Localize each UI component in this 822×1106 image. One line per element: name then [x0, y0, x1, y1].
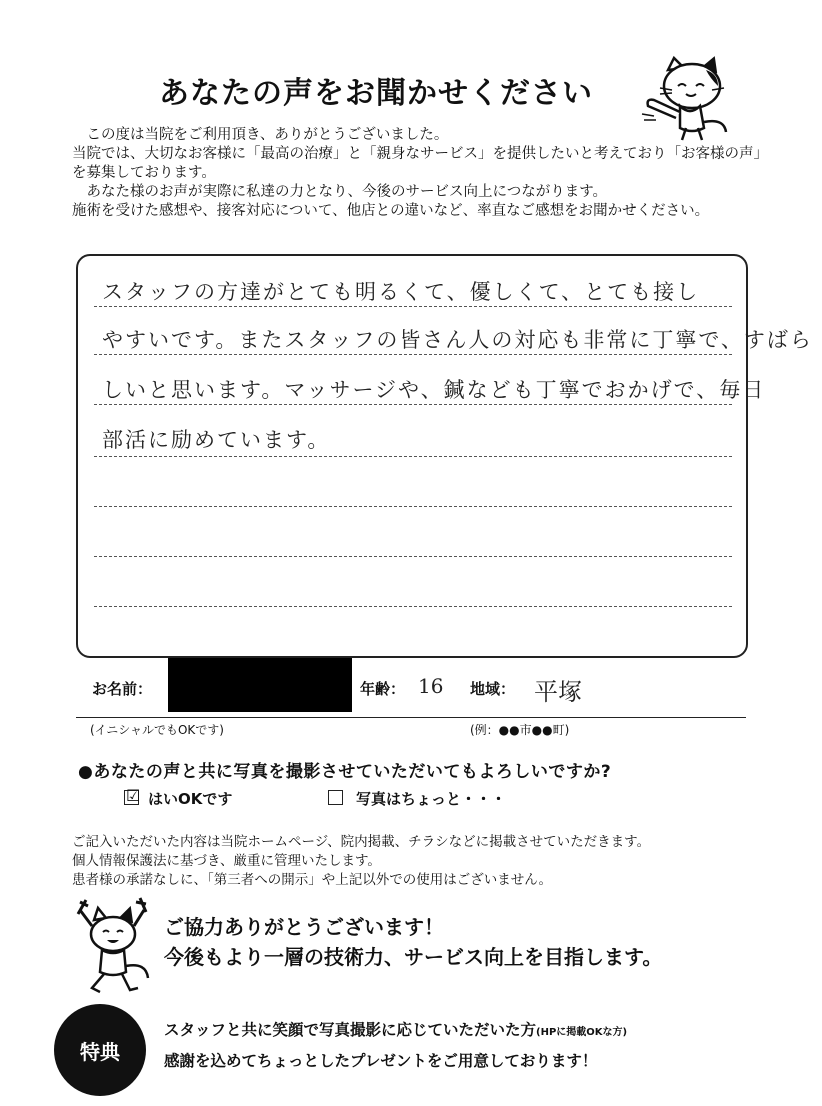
handwritten-line: やすいです。またスタッフの皆さん人の対応も非常に丁寧で、すばら	[102, 328, 813, 352]
thanks-line: 今後もより一層の技術力、サービス向上を目指します。	[164, 945, 663, 969]
name-note: (イニシャルでもOKです)	[90, 723, 224, 737]
intro-line: あなた様のお声が実際に私達の力となり、今後のサービス向上につながります。	[86, 184, 608, 200]
dashed-line	[94, 354, 732, 355]
region-note: (例：●●市●●町)	[470, 723, 570, 737]
no-label: 写真はちょっと・・・	[356, 790, 507, 808]
dashed-line	[94, 306, 732, 307]
benefit-note: (HPに掲載OKな方)	[536, 1027, 628, 1038]
intro-line: 施術を受けた感想や、接客対応について、他店との違いなど、率直なご感想をお聞かせください。	[72, 203, 710, 219]
privacy-notice	[72, 833, 772, 890]
benefit-line-1: スタッフと共に笑顔で写真撮影に応じていただいた方	[164, 1021, 537, 1039]
no-checkbox[interactable]	[328, 790, 343, 805]
intro-line: 当院では、大切なお客様に「最高の治療」と「親身なサービス」を提供したいと考えており「お客様の声」を募集しております。	[72, 146, 761, 181]
comment-box	[76, 254, 813, 658]
handwritten-line: 部活に励めています。	[102, 428, 331, 452]
dashed-line	[94, 606, 732, 607]
benefit-line	[164, 1016, 627, 1047]
yes-label: はいOKです	[148, 790, 233, 808]
thanks-line: ご協力ありがとうございます！	[164, 915, 444, 939]
notice-line: 個人情報保護法に基づき、厳重に管理いたします。	[72, 853, 381, 869]
photo-question: ●あなたの声と共に写真を撮影させていただいてもよろしいですか?	[78, 762, 612, 782]
region-label: 地域：	[470, 680, 516, 698]
page-title: あなたの声をお聞かせください	[159, 76, 593, 111]
name-redaction	[168, 658, 352, 712]
cat-cheering-icon	[70, 896, 156, 996]
benefit-text	[164, 1016, 627, 1075]
yes-checkbox[interactable]: ☑	[126, 786, 141, 805]
handwritten-line: スタッフの方達がとても明るくて、優しくて、とても接し	[102, 280, 700, 304]
handwritten-line: しいと思います。マッサージや、鍼なども丁寧でおかげで、毎日	[102, 378, 766, 402]
dashed-line	[94, 456, 732, 457]
divider	[76, 717, 746, 718]
benefit-badge: 特典	[54, 1004, 146, 1096]
region-value: 平塚	[534, 678, 582, 706]
dashed-line	[94, 404, 732, 405]
intro-line: この度は当院をご利用頂き、ありがとうございました。	[86, 127, 449, 143]
notice-line: 患者様の承諾なしに、「第三者への開示」や上記以外での使用はございません。	[72, 872, 553, 888]
name-label: お名前：	[92, 680, 153, 698]
benefit-line: 感謝を込めてちょっとしたプレゼントをご用意しております！	[164, 1052, 598, 1070]
thanks-message	[164, 912, 662, 972]
dashed-line	[94, 556, 732, 557]
notice-line: ご記入いただいた内容は当院ホームページ、院内掲載、チラシなどに掲載させていただきます。	[72, 834, 651, 850]
intro-text	[72, 126, 762, 221]
age-value: 16	[418, 674, 444, 698]
dashed-line	[94, 506, 732, 507]
age-label: 年齢：	[360, 680, 406, 698]
